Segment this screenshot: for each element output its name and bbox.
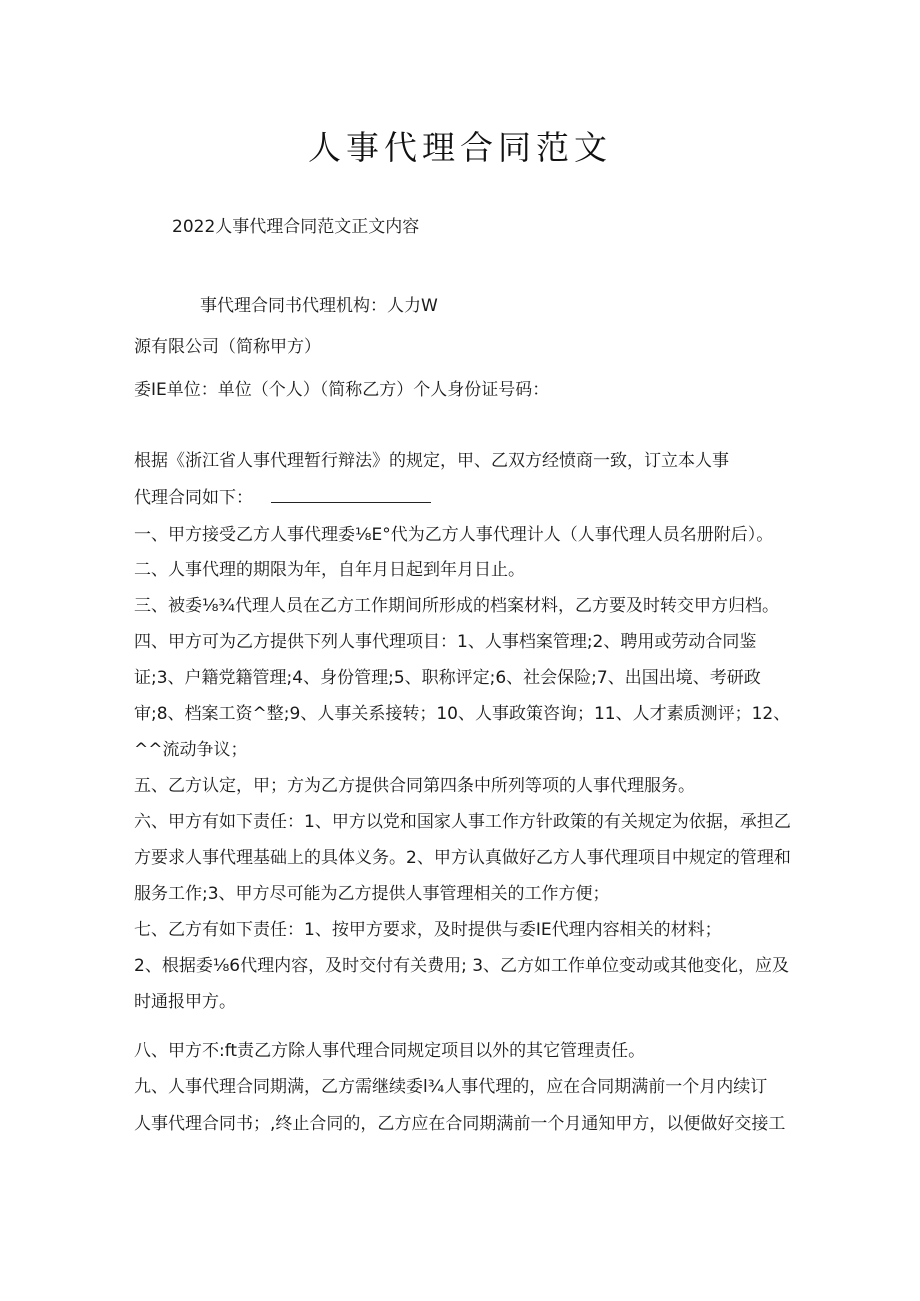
- page-title: 人事代理合同范文: [308, 128, 612, 167]
- paragraph-line: 时通报甲方。: [134, 992, 236, 1012]
- paragraph-line: 二、人事代理的期限为年，自年月日起到年月日止。: [134, 560, 525, 580]
- paragraph-line: 委IE单位：单位（个人）（简称乙方）个人身份证号码：: [134, 380, 550, 400]
- paragraph-line-with-blank: [134, 485, 431, 511]
- paragraph-line: 八、甲方不:ft责乙方除人事代理合同规定项目以外的其它管理责任。: [134, 1041, 646, 1061]
- paragraph-line: ^^流动争议；: [134, 740, 248, 760]
- paragraph-line: 代理合同如下：: [134, 488, 253, 508]
- paragraph-line: 2、根据委⅛6代理内容，及时交付有关费用; 3、乙方如工作单位变动或其他变化，应及: [134, 956, 790, 976]
- fill-in-blank: [271, 488, 431, 503]
- paragraph-line: 三、被委⅛¾代理人员在乙方工作期间所形成的档案材料，乙方要及时转交甲方归档。: [134, 596, 779, 616]
- paragraph-line: 证;3、户籍党籍管理;4、身份管理;5、职称评定;6、社会保险;7、出国出境、考研政: [134, 668, 761, 688]
- paragraph-line: 服务工作;3、甲方尽可能为乙方提供人事管理相关的工作方便；: [134, 884, 610, 904]
- paragraph-line: 四、甲方可为乙方提供下列人事代理项目：1、人事档案管理;2、聘用或劳动合同鉴: [134, 632, 757, 652]
- paragraph-line: 六、甲方有如下责任：1、甲方以党和国家人事工作方针政策的有关规定为依据，承担乙: [134, 812, 791, 832]
- paragraph-line: 七、乙方有如下责任：1、按甲方要求，及时提供与委IE代理内容相关的材料；: [134, 920, 722, 940]
- paragraph-line: 九、人事代理合同期满，乙方需继续委l¾人事代理的，应在合同期满前一个月内续订: [134, 1077, 768, 1097]
- paragraph-line: 人事代理合同书；,终止合同的，乙方应在合同期满前一个月通知甲方，以便做好交接工: [134, 1114, 786, 1134]
- paragraph-line: 审;8、档案工资^整;9、人事关系接转；10、人事政策咨询；11、人才素质测评；12、: [134, 704, 791, 724]
- paragraph-line: 源有限公司（简称甲方）: [134, 337, 321, 357]
- paragraph-line: 根据《浙江省人事代理暂行辩法》的规定，甲、乙双方经愤商一致，订立本人事: [134, 451, 729, 471]
- subtitle: 2022人事代理合同范文正文内容: [172, 217, 420, 237]
- paragraph-line: 五、乙方认定，甲；方为乙方提供合同第四条中所列等项的人事代理服务。: [134, 776, 695, 796]
- paragraph-line: 一、甲方接受乙方人事代理委⅛E°代为乙方人事代理计人（人事代理人员名册附后）。: [134, 525, 774, 545]
- paragraph-line: 事代理合同书代理机构：人力W: [200, 296, 438, 316]
- paragraph-line: 方要求人事代理基础上的具体义务。2、甲方认真做好乙方人事代理项目中规定的管理和: [134, 848, 791, 868]
